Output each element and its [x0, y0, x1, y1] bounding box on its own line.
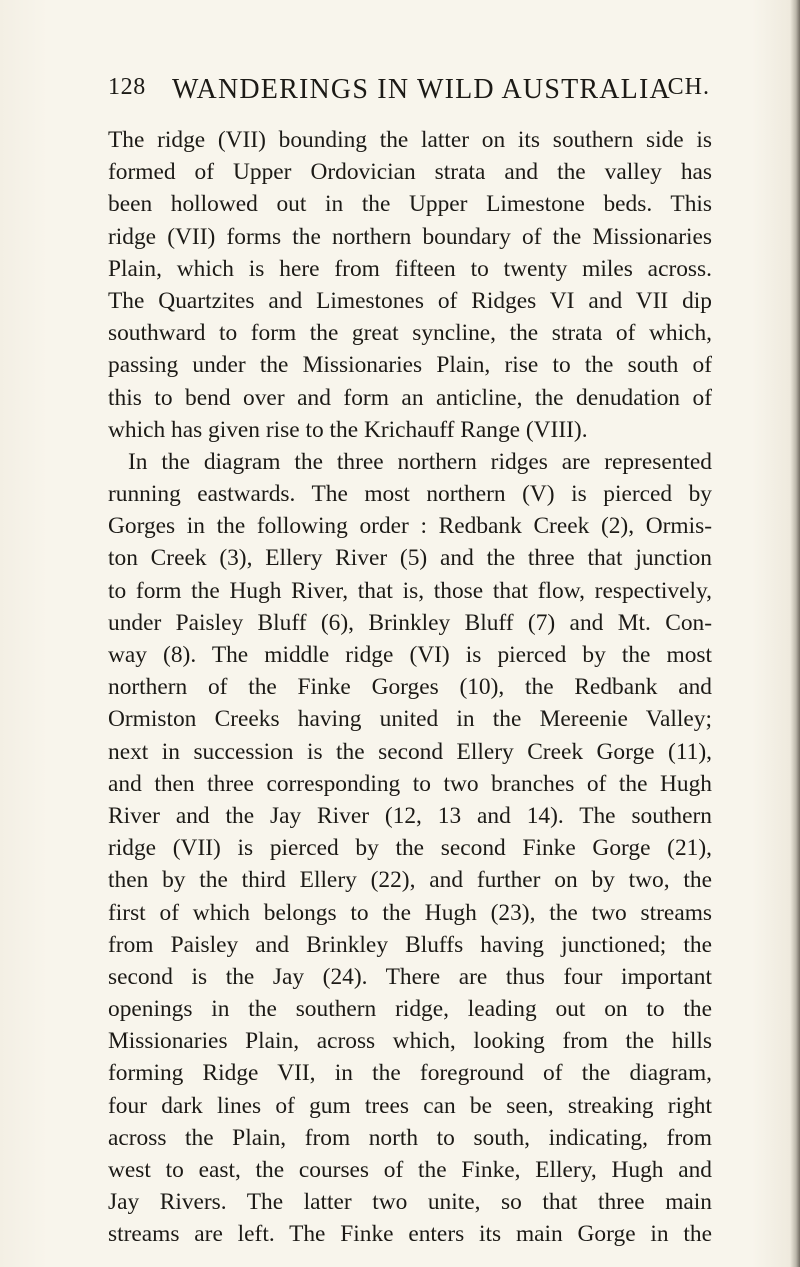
text-line: four dark lines of gum trees can be seen, streaking right: [108, 1092, 712, 1119]
text-line: ridge (VII) is pierced by the second Finke Gorge (21),: [108, 835, 712, 862]
text-line: River and the Jay River (12, 13 and 14). The southern: [108, 802, 712, 829]
text-line: under Paisley Bluff (6), Brinkley Bluff (7) and Mt. Con-: [108, 609, 712, 636]
text-line: this to bend over and form an anticline, the denudation of: [108, 384, 712, 411]
text-line: passing under the Missionaries Plain, rise to the south of: [108, 352, 712, 379]
text-line: In the diagram the three northern ridges are represented: [128, 448, 712, 475]
text-line: northern of the Finke Gorges (10), the Redbank and: [108, 674, 712, 701]
text-line: ton Creek (3), Ellery River (5) and the three that junction: [108, 545, 712, 572]
text-line: southward to form the great syncline, the strata of which,: [108, 320, 712, 347]
text-line: west to east, the courses of the Finke, Ellery, Hugh and: [108, 1157, 712, 1183]
text-line: running eastwards. The most northern (V) is pierced by: [108, 481, 712, 508]
text-line: to form the Hugh River, that is, those that flow, respectively,: [108, 577, 712, 604]
text-line: openings in the southern ridge, leading out on to the: [108, 996, 712, 1023]
text-line: first of which belongs to the Hugh (23), the two streams: [108, 899, 712, 926]
running-title: WANDERINGS IN WILD AUSTRALIA: [172, 74, 671, 105]
text-line: been hollowed out in the Upper Limestone beds. This: [108, 191, 712, 218]
text-line: Ormiston Creeks having united in the Mereenie Valley;: [108, 706, 712, 733]
text-line: and then three corresponding to two branches of the Hugh: [108, 770, 712, 797]
text-line: Jay Rivers. The latter two unite, so that three main: [108, 1189, 712, 1216]
text-line: which has given rise to the Krichauff Range (VIII).: [108, 416, 588, 443]
text-line: formed of Upper Ordovician strata and the valley has: [108, 159, 712, 186]
text-line: then by the third Ellery (22), and further on by two, the: [108, 867, 712, 894]
text-line: Missionaries Plain, across which, looking from the hills: [108, 1028, 712, 1055]
text-line: across the Plain, from north to south, indicating, from: [108, 1124, 712, 1151]
text-line: way (8). The middle ridge (VI) is pierced by the most: [108, 642, 712, 668]
text-line: second is the Jay (24). There are thus four important: [108, 963, 712, 990]
text-line: The Quartzites and Limestones of Ridges VI and VII dip: [108, 287, 712, 314]
page-number: 128: [108, 74, 146, 100]
text-line: next in succession is the second Ellery Creek Gorge (11),: [108, 738, 712, 765]
text-line: forming Ridge VII, in the foreground of the diagram,: [108, 1060, 712, 1087]
text-line: streams are left. The Finke enters its main Gorge in the: [108, 1221, 712, 1248]
page-header: [108, 74, 710, 110]
text-line: ridge (VII) forms the northern boundary of the Missionaries: [108, 223, 712, 250]
text-line: from Paisley and Brinkley Bluffs having junctioned; the: [108, 931, 712, 958]
text-line: Gorges in the following order : Redbank Creek (2), Ormis-: [108, 513, 712, 540]
page-edge-shadow: [790, 0, 800, 1267]
text-line: Plain, which is here from fifteen to twenty miles across.: [108, 255, 712, 282]
chapter-abbreviation: CH.: [667, 74, 710, 100]
body-text: [108, 124, 712, 1251]
text-line: The ridge (VII) bounding the latter on its southern side is: [108, 127, 712, 153]
